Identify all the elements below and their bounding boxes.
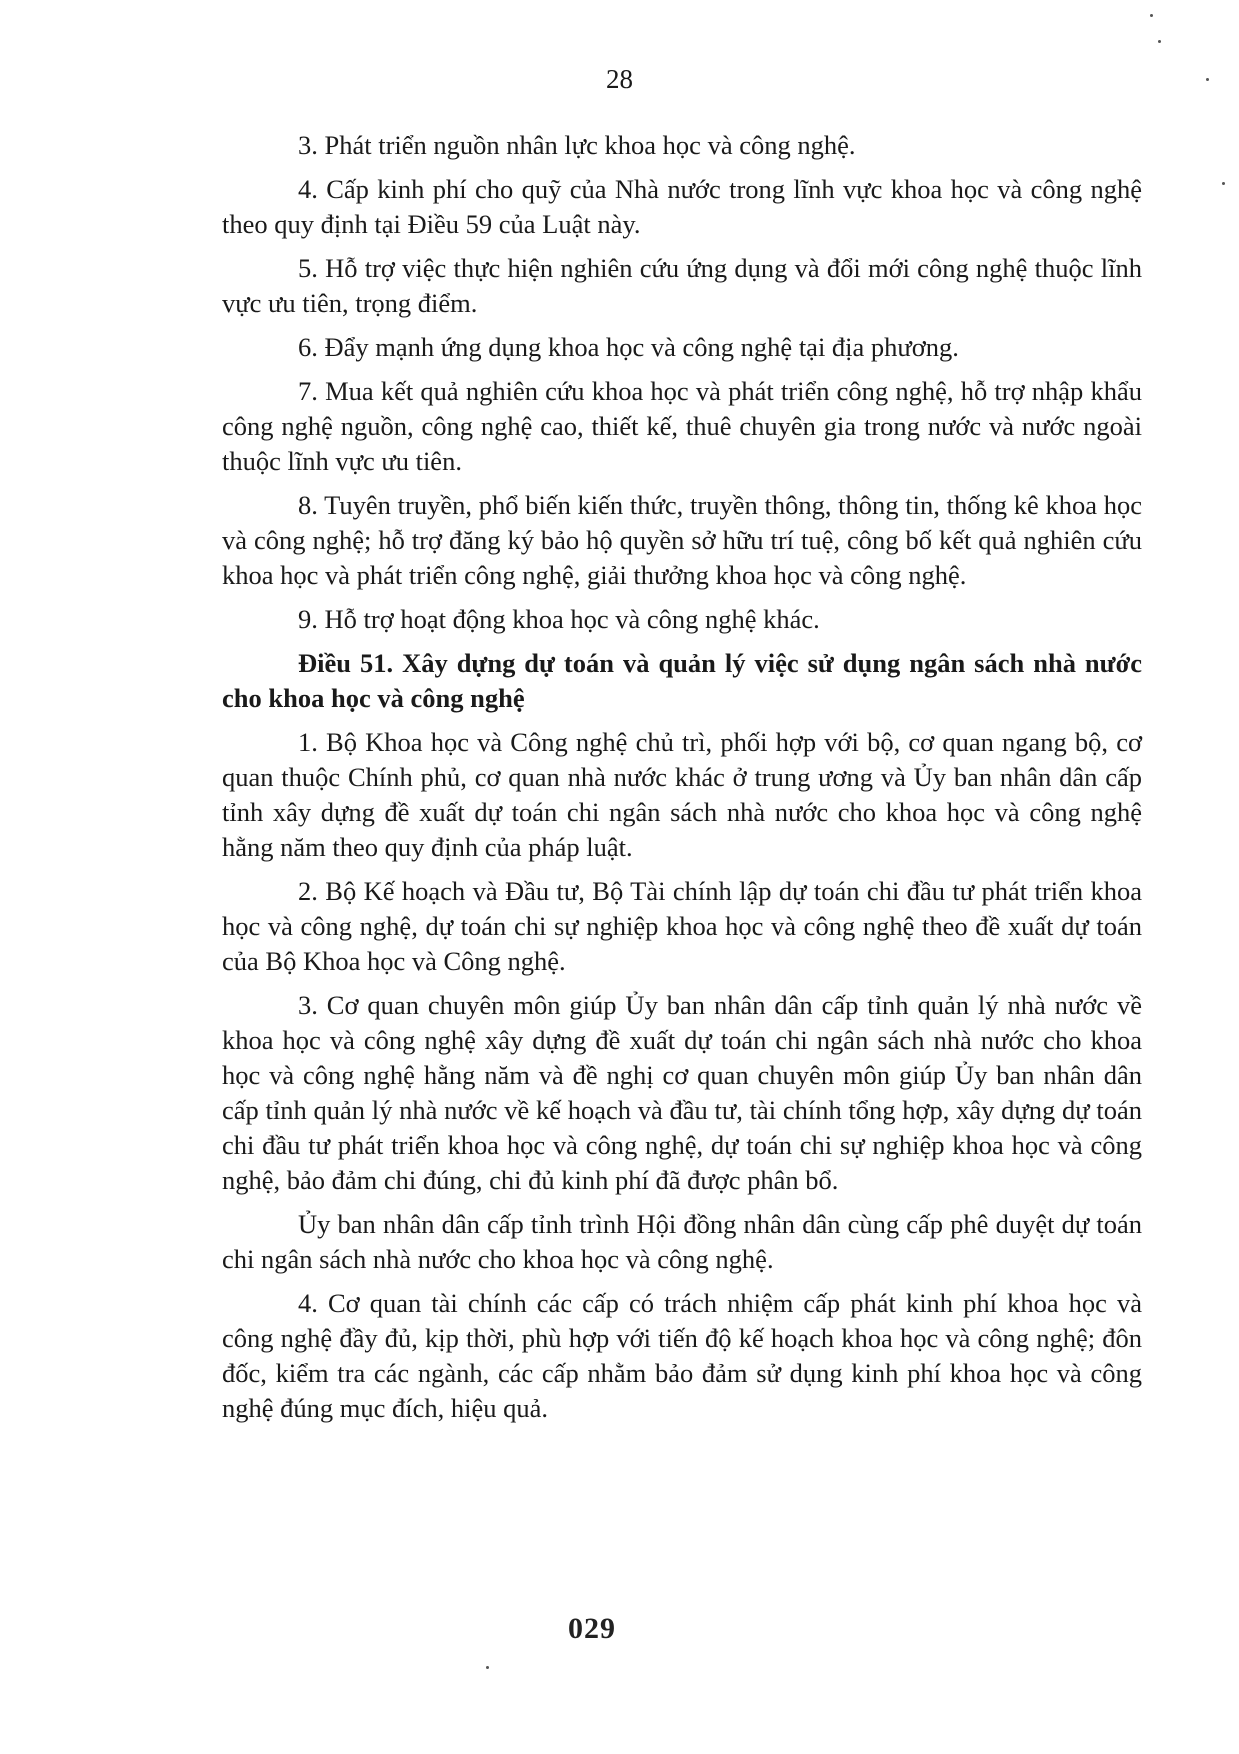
scan-speck — [1222, 182, 1225, 185]
paragraph-item-8: 8. Tuyên truyền, phổ biến kiến thức, truyền thông, thông tin, thống kê khoa học và công nghệ; hỗ trợ đăng ký bảo hộ quyền sở hữu trí tuệ, công bố kết quả nghiên cứu khoa học và phát triển công nghệ, giải thưởng khoa học và công nghệ. — [222, 490, 1142, 590]
paragraph-item-9: 9. Hỗ trợ hoạt động khoa học và công nghệ khác. — [298, 604, 820, 634]
page-stamp: 029 — [568, 1612, 616, 1645]
scan-speck — [1158, 40, 1161, 43]
article-51-heading: Điều 51. Xây dựng dự toán và quản lý việc sử dụng ngân sách nhà nước cho khoa học và công nghệ — [222, 648, 1142, 713]
paragraph-item-5: 5. Hỗ trợ việc thực hiện nghiên cứu ứng dụng và đổi mới công nghệ thuộc lĩnh vực ưu tiên, trọng điểm. — [222, 253, 1142, 318]
scan-speck — [1206, 78, 1209, 81]
paragraph-item-6: 6. Đẩy mạnh ứng dụng khoa học và công nghệ tại địa phương. — [298, 332, 959, 362]
article-51-clause-3: 3. Cơ quan chuyên môn giúp Ủy ban nhân dân cấp tỉnh quản lý nhà nước về khoa học và công nghệ xây dựng đề xuất dự toán chi ngân sách nhà nước cho khoa học và công nghệ hằng năm và đề nghị cơ quan chuyên môn giúp Ủy ban nhân dân cấp tỉnh quản lý nhà nước về kế hoạch và đầu tư, tài chính tổng hợp, xây dựng dự toán chi đầu tư phát triển khoa học và công nghệ, dự toán chi sự nghiệp khoa học và công nghệ, bảo đảm chi đúng, chi đủ kinh phí đã được phân bổ. — [222, 990, 1142, 1195]
scan-speck — [486, 1666, 489, 1669]
paragraph-item-7: 7. Mua kết quả nghiên cứu khoa học và phát triển công nghệ, hỗ trợ nhập khẩu công nghệ nguồn, công nghệ cao, thiết kế, thuê chuyên gia trong nước và nước ngoài thuộc lĩnh vực ưu tiên. — [222, 376, 1142, 476]
paragraph-item-4: 4. Cấp kinh phí cho quỹ của Nhà nước trong lĩnh vực khoa học và công nghệ theo quy định tại Điều 59 của Luật này. — [222, 174, 1142, 239]
article-51-clause-2: 2. Bộ Kế hoạch và Đầu tư, Bộ Tài chính lập dự toán chi đầu tư phát triển khoa học và công nghệ, dự toán chi sự nghiệp khoa học và công nghệ theo đề xuất dự toán của Bộ Khoa học và Công nghệ. — [222, 876, 1142, 976]
article-51-clause-1: 1. Bộ Khoa học và Công nghệ chủ trì, phối hợp với bộ, cơ quan ngang bộ, cơ quan thuộc Chính phủ, cơ quan nhà nước khác ở trung ương và Ủy ban nhân dân cấp tỉnh xây dựng đề xuất dự toán chi ngân sách nhà nước cho khoa học và công nghệ hằng năm theo quy định của pháp luật. — [222, 727, 1142, 862]
scan-speck — [1150, 14, 1153, 17]
article-51-clause-4: 4. Cơ quan tài chính các cấp có trách nhiệm cấp phát kinh phí khoa học và công nghệ đầy đủ, kịp thời, phù hợp với tiến độ kế hoạch khoa học và công nghệ; đôn đốc, kiểm tra các ngành, các cấp nhằm bảo đảm sử dụng kinh phí khoa học và công nghệ đúng mục đích, hiệu quả. — [222, 1288, 1142, 1423]
article-51-clause-3-continuation: Ủy ban nhân dân cấp tỉnh trình Hội đồng nhân dân cùng cấp phê duyệt dự toán chi ngân sách nhà nước cho khoa học và công nghệ. — [222, 1209, 1142, 1274]
paragraph-item-3: 3. Phát triển nguồn nhân lực khoa học và công nghệ. — [298, 130, 856, 160]
document-body — [222, 128, 1142, 1435]
page-number: 28 — [606, 64, 633, 94]
